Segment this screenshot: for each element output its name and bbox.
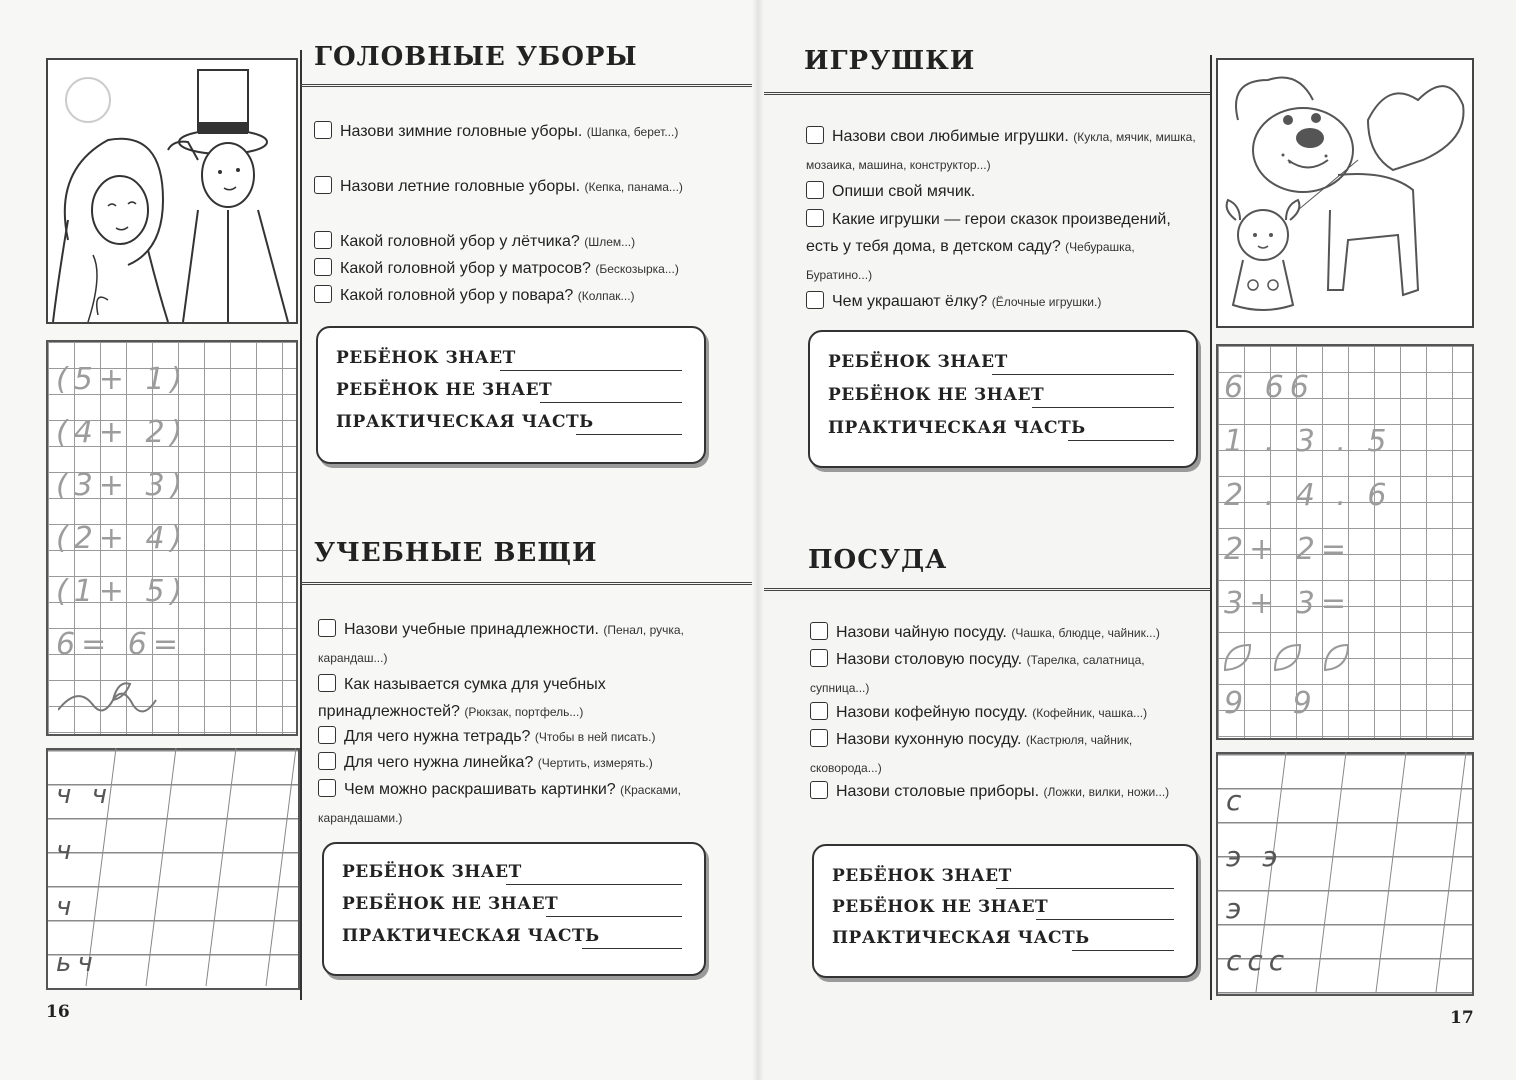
section-title-hats: ГОЛОВНЫЕ УБОРЫ [314,42,638,72]
question-item: Назови кухонную посуду. (Кастрюля, чайник, сковорода...) [810,731,1133,775]
toys-illustration [1216,58,1474,328]
question-item: Какой головной убор у лётчика? (Шлем...) [314,228,709,256]
checkbox[interactable] [318,726,336,744]
grid-line-3: 2 . 4 . 6 [1224,478,1393,513]
question-item: Назови зимние головные уборы. (Шапка, берет...) [314,118,709,146]
grid-line-1: 6 66 [1224,370,1315,405]
leaf-ornament-icon [58,680,158,720]
assessment-card [812,844,1198,978]
book-fold [752,0,764,1080]
section-rule-school-items [300,582,752,585]
not-knows-line[interactable] [1032,407,1174,408]
checkbox[interactable] [806,209,824,227]
not-knows-line[interactable] [546,916,682,917]
checkbox[interactable] [314,285,332,303]
checkbox[interactable] [810,649,828,667]
grid-line-4: 2+ 2= [1224,532,1352,567]
left-column-divider [300,50,302,1000]
cursive-line-4: ьч [56,948,99,978]
knows-label: РЕБЁНОК ЗНАЕТ [342,862,522,882]
section-title-toys: ИГРУШКИ [804,46,976,76]
question-item: Назови чайную посуду. (Чашка, блюдце, чайник...) [810,619,1200,647]
cursive-line-3: э [1226,892,1248,925]
practical-label: ПРАКТИЧЕСКАЯ ЧАСТЬ [828,418,1086,438]
question-item: Чем украшают ёлку? (Ёлочные игрушки.) [806,288,1198,316]
question-item: Какой головной убор у повара? (Колпак...) [314,282,709,310]
practical-line[interactable] [576,434,682,435]
section-title-school-items: УЧЕБНЫЕ ВЕЩИ [314,538,598,568]
section-rule-hats [300,84,752,87]
cursive-line-3: ч [56,892,78,922]
grid-line-7: 9 9 [1224,686,1332,721]
grid-line-6: 6= 6= [56,627,184,662]
checkbox[interactable] [810,622,828,640]
question-item: Назови столовые приборы. (Ложки, вилки, ножи...) [810,778,1200,806]
knows-line[interactable] [992,374,1174,375]
not-knows-label: РЕБЁНОК НЕ ЗНАЕТ [342,894,559,914]
not-knows-label: РЕБЁНОК НЕ ЗНАЕТ [336,380,553,400]
checkbox[interactable] [806,126,824,144]
knows-line[interactable] [500,370,682,371]
not-knows-label: РЕБЁНОК НЕ ЗНАЕТ [828,385,1045,405]
hats-illustration [46,58,298,324]
question-item: Опиши свой мячик. [806,178,1198,206]
knows-label: РЕБЁНОК ЗНАЕТ [832,866,1012,886]
question-item: Назови столовую посуду. (Тарелка, салатница, супница...) [810,651,1145,695]
checkbox[interactable] [318,619,336,637]
grid-line-5: 3+ 3= [1224,586,1352,621]
question-item: Какой головной убор у матросов? (Бескозырка...) [314,255,709,283]
knows-line[interactable] [996,888,1174,889]
checkbox[interactable] [318,674,336,692]
checkbox[interactable] [810,702,828,720]
question-item: Назови кофейную посуду. (Кофейник, чашка...) [810,699,1200,727]
grid-line-3: (3+ 3) [56,468,189,503]
question-item: Чем можно раскрашивать картинки? (Красками, карандашами.) [318,781,681,825]
checkbox[interactable] [314,176,332,194]
page-number-right: 17 [1450,1008,1474,1028]
checkbox[interactable] [314,121,332,139]
question-item: Для чего нужна линейка? (Чертить, измерять.) [318,749,710,777]
knows-label: РЕБЁНОК ЗНАЕТ [828,352,1008,372]
grid-line-2: 1 . 3 . 5 [1224,424,1393,459]
grid-line-4: (2+ 4) [56,521,189,556]
checkbox[interactable] [810,729,828,747]
practical-label: ПРАКТИЧЕСКАЯ ЧАСТЬ [342,926,600,946]
checkbox[interactable] [318,752,336,770]
question-item: Назови учебные принадлежности. (Пенал, ручка, карандаш...) [318,621,684,665]
cursive-line-1: с [1226,784,1248,817]
not-knows-line[interactable] [1036,919,1174,920]
section-rule-dishes [764,588,1210,591]
question-item: Назови летние головные уборы. (Кепка, панама...) [314,173,709,201]
practical-line[interactable] [1068,440,1174,441]
checkbox[interactable] [810,781,828,799]
practical-line[interactable] [1072,950,1174,951]
practical-label: ПРАКТИЧЕСКАЯ ЧАСТЬ [832,928,1090,948]
checkbox[interactable] [314,231,332,249]
assessment-card [808,330,1198,468]
cursive-line-1: ч ч [56,780,113,810]
grid-line-1: (5+ 1) [56,362,189,397]
checkbox[interactable] [318,779,336,797]
knows-label: РЕБЁНОК ЗНАЕТ [336,348,516,368]
practical-line[interactable] [582,948,682,949]
not-knows-label: РЕБЁНОК НЕ ЗНАЕТ [832,897,1049,917]
section-rule-toys [764,92,1210,95]
question-item: Какие игрушки — герои сказок произведений, есть у тебя дома, в детском саду? (Чебурашка, Буратино...) [806,211,1171,282]
cursive-line-2: э э [1226,840,1284,873]
knows-line[interactable] [506,884,682,885]
not-knows-line[interactable] [540,402,682,403]
practical-label: ПРАКТИЧЕСКАЯ ЧАСТЬ [336,412,594,432]
right-column-divider [1210,55,1212,1000]
assessment-card [316,326,706,464]
dog-and-doll-drawing [1218,60,1472,326]
grid-line-2: (4+ 2) [56,415,189,450]
checkbox[interactable] [806,181,824,199]
question-item: Для чего нужна тетрадь? (Чтобы в ней писать.) [318,723,710,751]
assessment-card [322,842,706,976]
page-number-left: 16 [46,1002,70,1022]
cursive-line-4: ссс [1226,944,1291,977]
section-title-dishes: ПОСУДА [808,545,948,575]
cursive-line-2: ч [56,836,78,866]
checkbox[interactable] [314,258,332,276]
grid-line-5: (1+ 5) [56,574,189,609]
leaf-pattern-icon [1220,640,1350,674]
checkbox[interactable] [806,291,824,309]
question-item: Назови свои любимые игрушки. (Кукла, мячик, мишка, мозаика, машина, конструктор...) [806,128,1196,172]
question-item: Как называется сумка для учебных принадлежностей? (Рюкзак, портфель...) [318,676,606,720]
couple-with-hats-drawing [48,60,296,322]
